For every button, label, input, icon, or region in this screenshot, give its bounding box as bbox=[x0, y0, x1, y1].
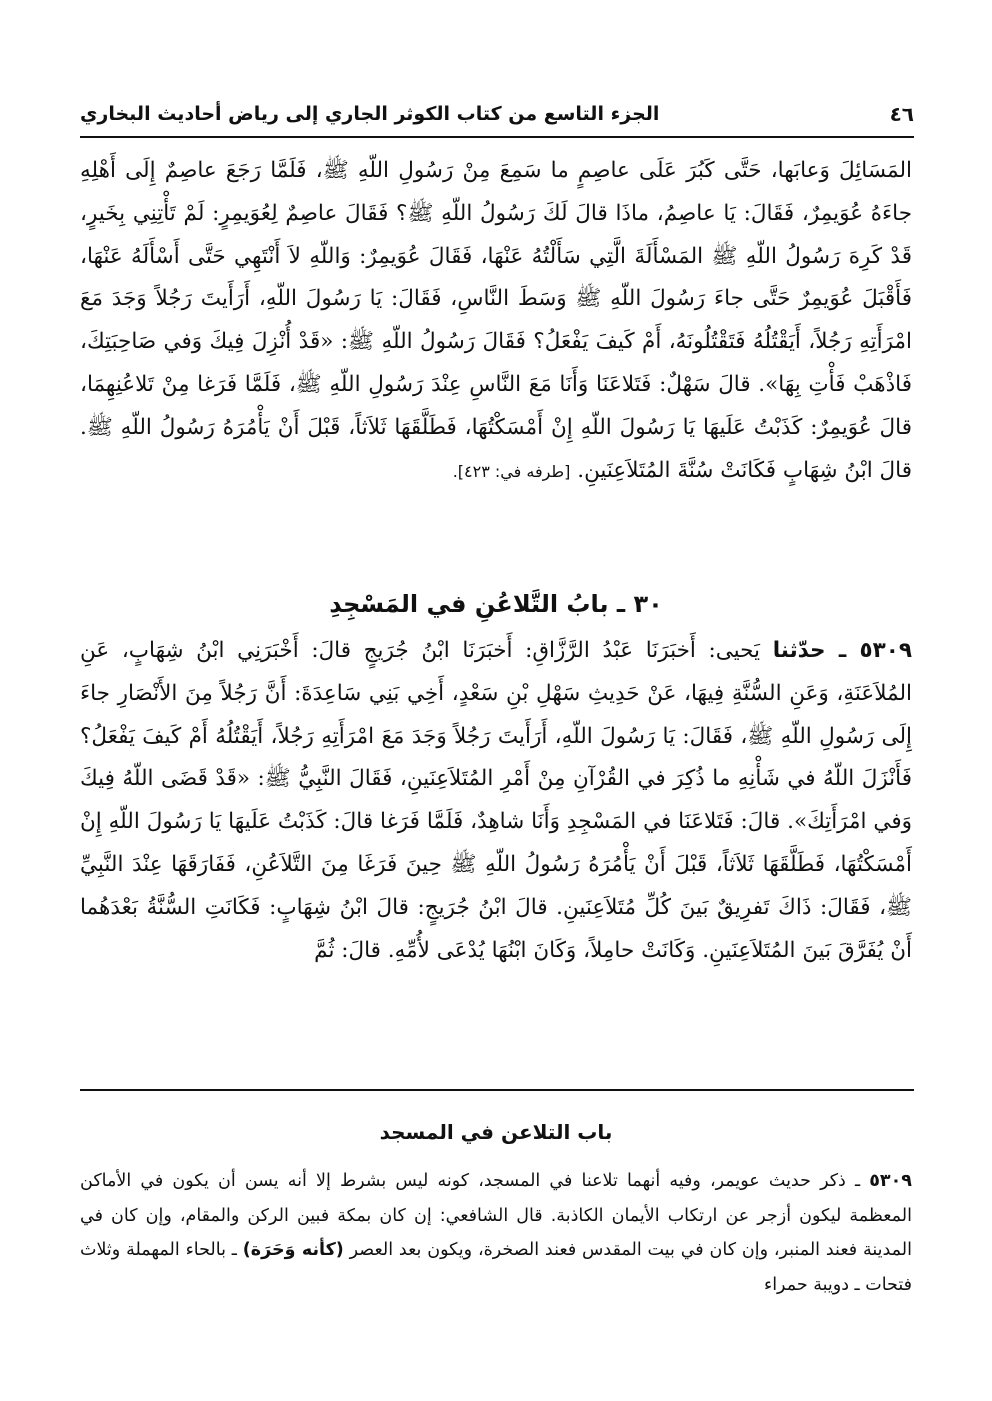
hadith-continuation bbox=[80, 150, 912, 493]
hadith-paragraph bbox=[80, 630, 912, 972]
commentary-text: ـ ذكر حديث عويمر، وفيه أنهما تلاعنا في المسجد، كونه ليس بشرط إلا أنه يسن أن يكون في الأماكن المعظمة ليكون أزجر عن ارتكاب الأيمان الكاذبة. قال الشافعي: إن كان بمكة فبين الركن والمقام، وإن كان في المدينة فعند المنبر، وإن كان في بيت المقدس فعند الصخرة، ويكون بعد العصر bbox=[80, 1171, 912, 1260]
hadith-continuation-paragraph bbox=[80, 150, 912, 493]
commentary-number: ٥٣٠٩ bbox=[869, 1171, 912, 1191]
commentary-section bbox=[80, 1164, 912, 1302]
commentary-divider bbox=[80, 1089, 914, 1091]
commentary-bold-term: (كأنه وَحَرَة) bbox=[242, 1240, 344, 1260]
commentary-heading: باب التلاعن في المسجد bbox=[379, 1120, 613, 1144]
commentary-paragraph bbox=[80, 1164, 912, 1302]
cross-reference: [طرفه في: ٤٢٣]. bbox=[452, 461, 571, 481]
hadith-5309 bbox=[80, 630, 912, 972]
header-divider bbox=[80, 136, 914, 138]
hadith-text: يَحيى: أَخبَرَنَا عَبْدُ الرَّزَّاقِ: أَخبَرَنَا ابْنُ جُرَيجٍ قالَ: أَخْبَرَنِي ابْنُ شِهَابٍ، عَنِ المُلاَعَنَةِ، وَعَنِ السُّنَّةِ فِيهَا، عَنْ حَدِيثِ سَهْلِ بْنِ سَعْدٍ، أَخِي بَنِي سَاعِدَةَ: أَنَّ رَجُلاً مِنَ الأَنْصَارِ جاءَ إِلَى رَسُولِ اللّهِ ﷺ، فَقَالَ: يَا رَسُولَ اللّهِ، أَرَأَيتَ رَجُلاً وَجَدَ مَعَ امْرَأَتِهِ رَجُلاً، أَيَقْتُلُهُ أَمْ كَيفَ يَفْعَلُ؟ فَأَنْزَلَ اللّهُ في شَأْنِهِ ما ذُكِرَ في القُرْآنِ مِنْ أَمْرِ المُتَلاَعِنَينِ، فَقَالَ النَّبِيُّ ﷺ: «قَدْ قَضَى اللّهُ فِيكَ وَفي امْرَأَتِكَ». قالَ: فَتَلاعَنَا في المَسْجِدِ وَأَنَا شاهِدٌ، فَلَمَّا فَرَغا قالَ: كَذَبْتُ عَلَيهَا يَا رَسُولَ اللّهِ إِنْ أَمْسَكْتُهَا، فَطَلَّقَهَا ثَلاَثاً، قَبْلَ أَنْ يَأْمُرَهُ رَسُولُ اللّهِ ﷺ حِينَ فَرَغَا مِنَ التَّلاَعُنِ، فَفَارَقَهَا عِنْدَ النَّبِيِّ ﷺ، فَقَالَ: ذَاكَ تَفرِيقٌ بَينَ كُلِّ مُتَلاَعِنَينِ. قالَ ابْنُ جُرَيجٍ: قالَ ابْنُ شِهَابٍ: فَكَانَتِ السُّنَّةُ بَعْدَهُما أَنْ يُفَرَّقَ بَينَ المُتَلاَعِنَينِ. وَكَانَتْ حامِلاً، وَكَانَ ابْنُهَا يُدْعَى لأُمِّهِ. قالَ: ثُمَّ bbox=[80, 638, 912, 963]
running-header bbox=[80, 94, 914, 134]
hadith-number: ٥٣٠٩ ـ حدّثنا bbox=[772, 638, 913, 663]
running-title: الجزء التاسع من كتاب الكوثر الجاري إلى رياض أحاديث البخاري bbox=[80, 103, 660, 125]
commentary-tail: ـ بالحاء المهملة وثلاث فتحات ـ دويبة حمراء bbox=[80, 1240, 912, 1295]
chapter-heading: ٣٠ ـ بابُ التَّلاعُنِ في المَسْجِدِ bbox=[329, 590, 663, 618]
page-number: ٤٦ bbox=[889, 102, 914, 126]
hadith-continuation-text: المَسَائِلَ وَعابَها، حَتَّى كَبُرَ عَلَى عاصِمٍ ما سَمِعَ مِنْ رَسُولِ اللّهِ ﷺ، فَلَمَّا رَجَعَ عاصِمٌ إِلَى أَهْلِهِ جاءَهُ عُوَيمِرٌ، فَقَالَ: يَا عاصِمُ، ماذَا قالَ لَكَ رَسُولُ اللّهِ ﷺ؟ فَقَالَ عاصِمٌ لِعُوَيمِرٍ: لَمْ تَأْتِنِي بِخَيرٍ، قَدْ كَرِهَ رَسُولُ اللّهِ ﷺ المَسْأَلَةَ الَّتِي سَأَلْتُهُ عَنْهَا، فَقَالَ عُوَيمِرٌ: وَاللّهِ لاَ أَنْتَهِي حَتَّى أَسْأَلَهُ عَنْهَا، فَأَقْبَلَ عُوَيمِرٌ حَتَّى جاءَ رَسُولَ اللّهِ ﷺ وَسَطَ النَّاسِ، فَقَالَ: يَا رَسُولَ اللّهِ، أَرَأَيتَ رَجُلاً وَجَدَ مَعَ امْرَأَتِهِ رَجُلاً، أَيَقْتُلُهُ فَتَقْتُلُونَهُ، أَمْ كَيفَ يَفْعَلُ؟ فَقَالَ رَسُولُ اللّهِ ﷺ: «قَدْ أُنْزِلَ فِيكَ وَفي صَاحِبَتِكَ، فَاذْهَبْ فَأْتِ بِهَا». قالَ سَهْلٌ: فَتَلاعَنَا وَأَنَا مَعَ النَّاسِ عِنْدَ رَسُولِ اللّهِ ﷺ، فَلَمَّا فَرَغا مِنْ تَلاعُنِهِمَا، قالَ عُوَيمِرٌ: كَذَبْتُ عَلَيهَا يَا رَسُولَ اللّهِ إِنْ أَمْسَكْتُهَا، فَطَلَّقَهَا ثَلاَثاً، قَبْلَ أَنْ يَأْمُرَهُ رَسُولُ اللّهِ ﷺ. قالَ ابْنُ شِهَابٍ فَكَانَتْ سُنَّةَ المُتَلاَعِنَينِ. bbox=[80, 158, 912, 483]
